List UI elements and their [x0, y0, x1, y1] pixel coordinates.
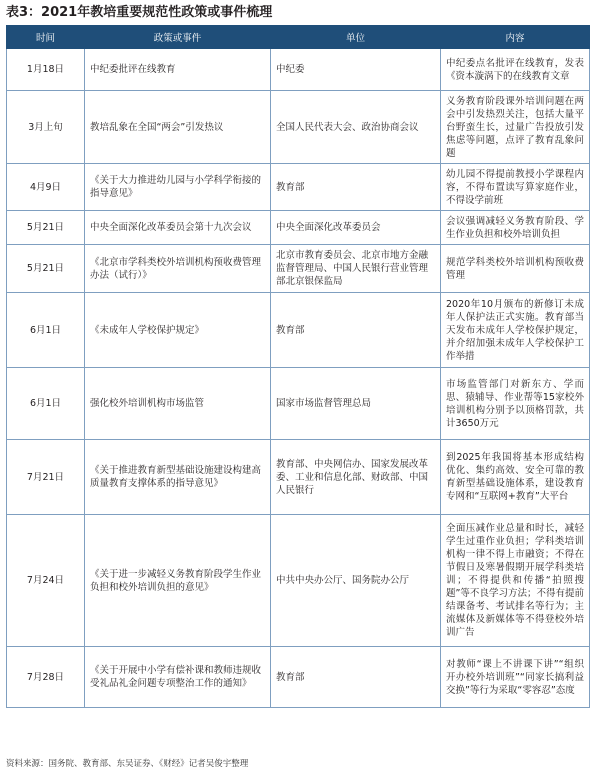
table-row: [7, 49, 590, 91]
cell-event: 教培乱象在全国“两会”引发热议: [85, 91, 271, 164]
cell-unit: 中纪委: [271, 49, 441, 91]
table-header-row: [7, 26, 590, 49]
cell-time: 5月21日: [7, 211, 85, 245]
cell-content: 中纪委点名批评在线教育，发表《资本漩涡下的在线教育文章: [441, 49, 590, 91]
cell-event: 中央全面深化改革委员会第十九次会议: [85, 211, 271, 245]
cell-content: 全面压减作业总量和时长，减轻学生过重作业负担；学科类培训机构一律不得上市融资；不得在节假日及寒暑假期开展学科类培训；不得提供和传播“拍照搜题”等不良学习方法；不得有提前结课备考、考试排名等行为；主流媒体及新媒体等不得登校外培训广告: [441, 515, 590, 647]
cell-time: 1月18日: [7, 49, 85, 91]
source-note: 资料来源：国务院、教育部、东吴证券、《财经》记者吴俊宇整理: [6, 759, 249, 769]
cell-unit: 中央全面深化改革委员会: [271, 211, 441, 245]
table-row: [7, 647, 590, 708]
cell-unit: 全国人民代表大会、政治协商会议: [271, 91, 441, 164]
cell-time: 7月24日: [7, 515, 85, 647]
cell-content: 幼儿园不得提前教授小学课程内容，不得布置读写算家庭作业，不得设学前班: [441, 164, 590, 211]
cell-time: 6月1日: [7, 293, 85, 368]
cell-event: 《关于开展中小学有偿补课和教师违规收受礼品礼金问题专项整治工作的通知》: [85, 647, 271, 708]
header-time: 时间: [7, 26, 85, 49]
cell-time: 5月21日: [7, 245, 85, 293]
cell-time: 7月28日: [7, 647, 85, 708]
table-row: [7, 164, 590, 211]
cell-content: 到2025年我国将基本形成结构优化、集约高效、安全可靠的教育新型基础设施体系，建设教育专网和“互联网+教育”大平台: [441, 440, 590, 515]
table-title: 表3：2021年教培重要规范性政策或事件梳理: [6, 5, 273, 20]
header-unit: 单位: [271, 26, 441, 49]
cell-content: 会议强调减轻义务教育阶段、学生作业负担和校外培训负担: [441, 211, 590, 245]
table-row: [7, 245, 590, 293]
cell-event: 《北京市学科类校外培训机构预收费管理办法（试行）》: [85, 245, 271, 293]
cell-event: 《未成年人学校保护规定》: [85, 293, 271, 368]
cell-time: 6月1日: [7, 368, 85, 440]
header-event: 政策或事件: [85, 26, 271, 49]
cell-unit: 教育部: [271, 647, 441, 708]
cell-unit: 教育部: [271, 293, 441, 368]
cell-time: 4月9日: [7, 164, 85, 211]
header-content: 内容: [441, 26, 590, 49]
cell-content: 对教师“课上不讲课下讲”“组织开办校外培训班”“同家长搞利益交换”等行为采取“零容忍”态度: [441, 647, 590, 708]
cell-event: 《关于大力推进幼儿园与小学科学衔接的指导意见》: [85, 164, 271, 211]
cell-event: 《关于推进教育新型基础设施建设构建高质量教育支撑体系的指导意见》: [85, 440, 271, 515]
table-row: [7, 515, 590, 647]
cell-time: 3月上旬: [7, 91, 85, 164]
cell-unit: 中共中央办公厅、国务院办公厅: [271, 515, 441, 647]
cell-event: 中纪委批评在线教育: [85, 49, 271, 91]
table-row: [7, 368, 590, 440]
cell-content: 2020年10月颁布的新修订未成年人保护法正式实施。教育部当天发布未成年人学校保护规定，并介绍加强未成年人学校保护工作举措: [441, 293, 590, 368]
cell-unit: 教育部: [271, 164, 441, 211]
table-row: [7, 211, 590, 245]
cell-unit: 北京市教育委员会、北京市地方金融监督管理局、中国人民银行营业管理部北京银保监局: [271, 245, 441, 293]
cell-unit: 教育部、中央网信办、国家发展改革委、工业和信息化部、财政部、中国人民银行: [271, 440, 441, 515]
cell-content: 义务教育阶段课外培训问题在两会中引发热烈关注，包括大量平台野蛮生长，过量广告投放引发焦虑等问题，点评了教育乱象问题: [441, 91, 590, 164]
policy-events-table: [6, 25, 590, 708]
table-row: [7, 91, 590, 164]
cell-content: 市场监管部门对新东方、学而思、猿辅导、作业帮等15家校外培训机构分别予以顶格罚款，共计3650万元: [441, 368, 590, 440]
cell-content: 规范学科类校外培训机构预收费管理: [441, 245, 590, 293]
cell-event: 强化校外培训机构市场监管: [85, 368, 271, 440]
table-row: [7, 440, 590, 515]
table-row: [7, 293, 590, 368]
cell-unit: 国家市场监督管理总局: [271, 368, 441, 440]
cell-event: 《关于进一步减轻义务教育阶段学生作业负担和校外培训负担的意见》: [85, 515, 271, 647]
cell-time: 7月21日: [7, 440, 85, 515]
